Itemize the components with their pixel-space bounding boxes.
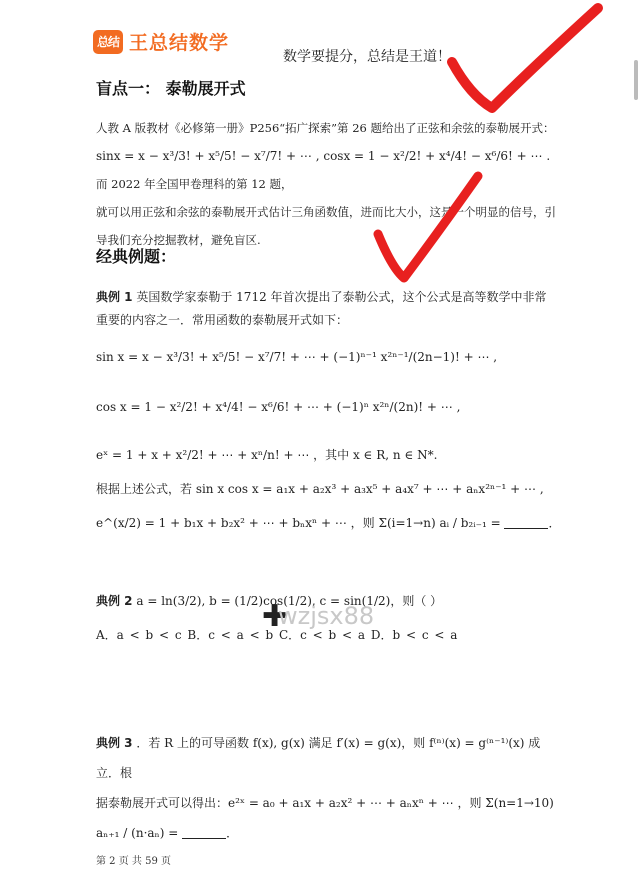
example3-line1: ．若 R 上的可导函数 f(x), g(x) 满足 f′(x) = g(x)，则 f⁽ⁿ⁾(x) = g⁽ⁿ⁻¹⁾(x) 成立．根 — [96, 736, 541, 780]
example1-body: 英国数学家泰勒于 1712 年首次提出了泰勒公式，这个公式是高等数学中非常重要的内容之一．常用函数的泰勒展开式如下： — [96, 290, 547, 327]
brand-name: 王总结数学 — [129, 32, 230, 54]
example2-options: A．a < b < c B．c < a < b C．c < b < a D．b < c < a — [96, 628, 458, 642]
section1-intro: 人教 A 版教材《必修第一册》P256“拓广探索”第 26 题给出了正弦和余弦的泰勒展开式： — [96, 121, 555, 135]
logo-icon: 总结 — [93, 30, 123, 54]
checkmark-icon-middle — [378, 176, 478, 278]
example1-label: 典例 1 — [96, 290, 133, 304]
example3-label: 典例 3 — [96, 736, 133, 750]
formula-exp-half: e^(x/2) = 1 + b₁x + b₂x² + ⋯ + bₙxⁿ + ⋯ ，则 Σ(i=1→n) aᵢ / b₂ᵢ₋₁ = ． — [96, 516, 561, 530]
formula-sincos: 根据上述公式，若 sin x cos x = a₁x + a₂x³ + a₃x⁵ + a₄x⁷ + ⋯ + aₙx²ⁿ⁻¹ + ⋯ , — [96, 482, 544, 496]
example2-body: a = ln(3/2), b = (1/2)cos(1/2), c = sin(1/2)，则（ ） — [136, 594, 443, 608]
formula-cos: cos x = 1 − x²/2! + x⁴/4! − x⁶/6! + ⋯ + (−1)ⁿ x²ⁿ/(2n)! + ⋯ , — [96, 400, 461, 414]
example3-line2: 据泰勒展开式可以得出：e²ˣ = a₀ + a₁x + a₂x² + ⋯ + aₙxⁿ + ⋯ ，则 Σ(n=1→10) aₙ₊₁ / (n·aₙ) = — [96, 796, 554, 840]
slogan: 数学要提分，总结是王道！ — [283, 49, 451, 65]
formula-sin: sin x = x − x³/3! + x⁵/5! − x⁷/7! + ⋯ + (−1)ⁿ⁻¹ x²ⁿ⁻¹/(2n−1)! + ⋯ , — [96, 350, 498, 364]
section1-text1: 而 2022 年全国甲卷理科的第 12 题， — [96, 177, 293, 191]
example3-line2-wrap: 据泰勒展开式可以得出：e²ˣ = a₀ + a₁x + a₂x² + ⋯ + aₙxⁿ + ⋯ ，则 Σ(n=1→10) aₙ₊₁ / (n·aₙ) = ． — [96, 796, 554, 840]
checkmark-icon-top — [452, 8, 598, 108]
formula-exp: eˣ = 1 + x + x²/2! + ⋯ + xⁿ/n! + ⋯ ，其中 x ∈ R, n ∈ N*. — [96, 448, 438, 462]
section2-title: 经典例题： — [96, 247, 177, 266]
formula-exp-half-text: e^(x/2) = 1 + b₁x + b₂x² + ⋯ + bₙxⁿ + ⋯ ，则 Σ(i=1→n) aᵢ / b₂ᵢ₋₁ = — [96, 516, 501, 530]
taylor-sin-cos-formula: sinx = x − x³/3! + x⁵/5! − x⁷/7! + ⋯ , cosx = 1 − x²/2! + x⁴/4! − x⁶/6! + ⋯ . — [96, 149, 551, 163]
crosshair-cursor-icon: ✚ — [262, 599, 288, 634]
section1-text3: 导我们充分挖掘教材，避免盲区. — [96, 233, 261, 247]
example2-label: 典例 2 — [96, 594, 133, 608]
watermark: wzjsx88 — [278, 602, 375, 630]
section1-title: 盲点一： 泰勒展开式 — [96, 79, 246, 98]
page-footer: 第 2 页 共 59 页 — [96, 856, 171, 867]
section1-text2: 就可以用正弦和余弦的泰勒展开式估计三角函数值，进而比大小，这是一个明显的信号，引 — [96, 205, 556, 219]
